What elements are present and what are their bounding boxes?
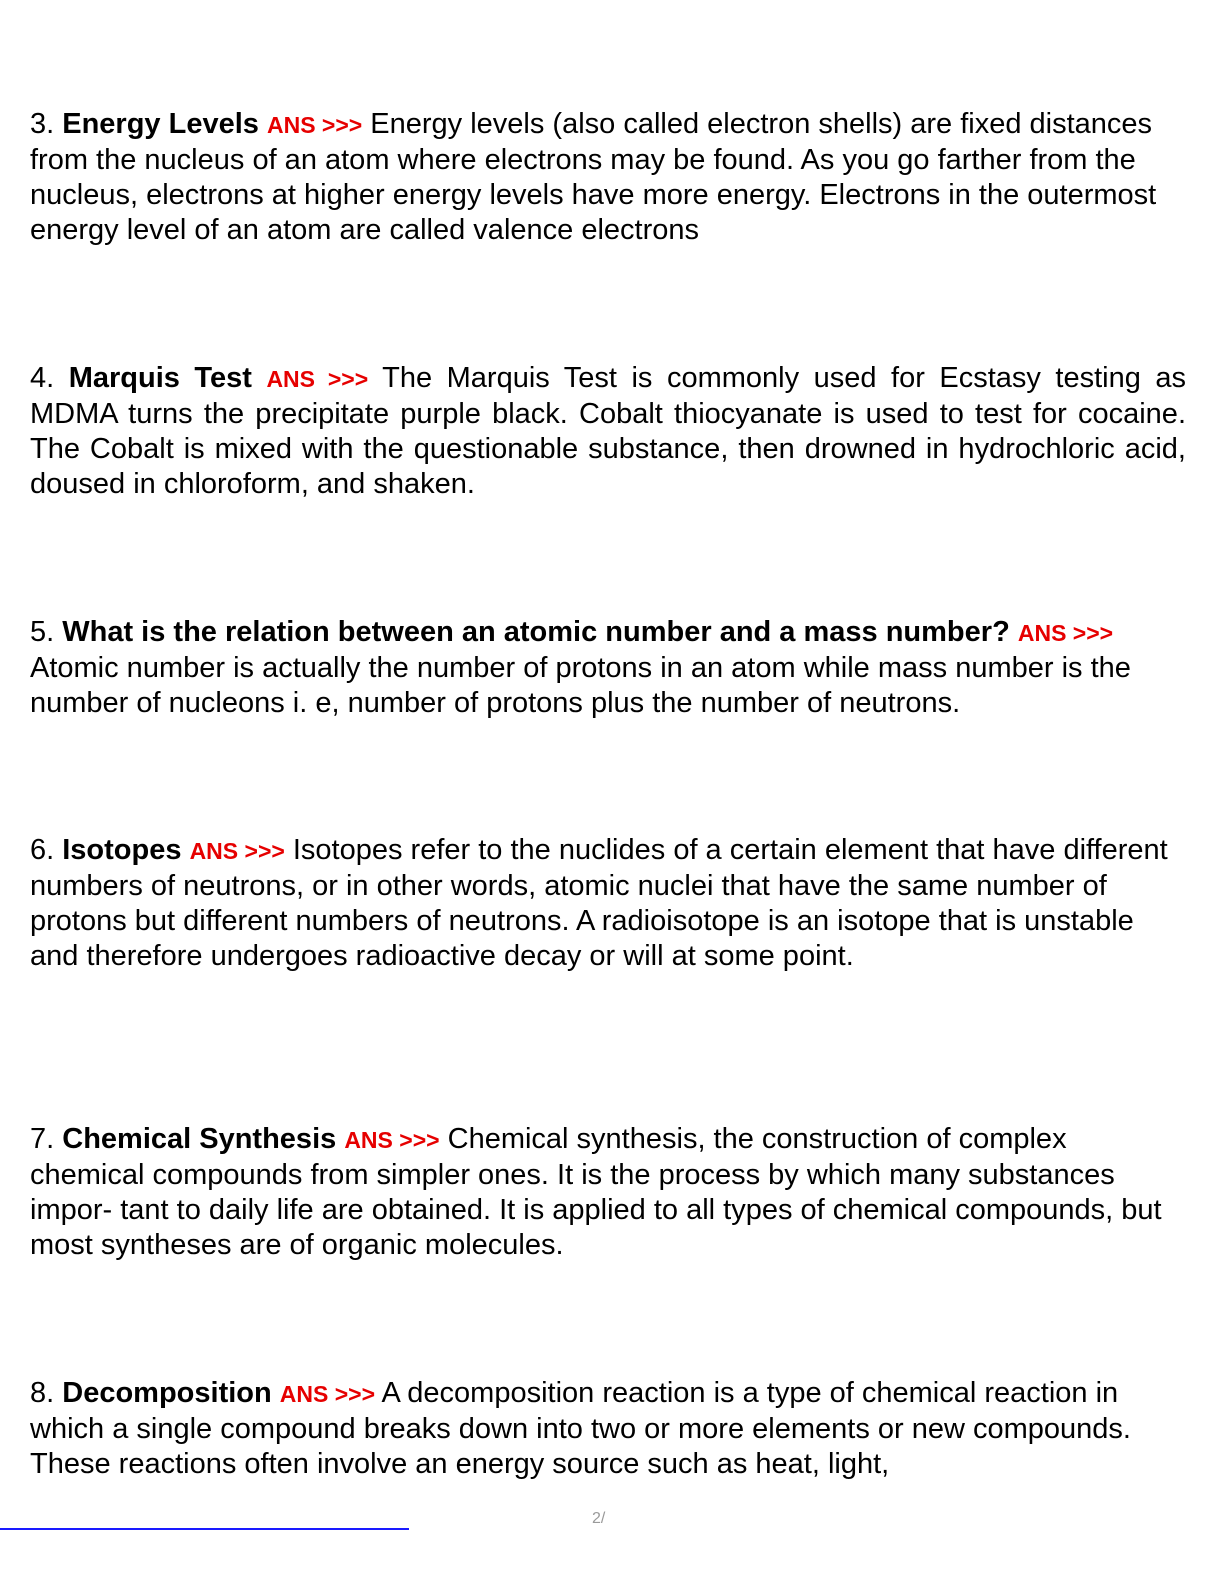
question-number: 4. <box>30 362 55 394</box>
answer-text: Isotopes refer to the nuclides of a certain element that have different numbers of neutrons, or in other words, atomic nuclei that have the same number of protons but different numbers of neutrons. A radioisotope is an isotope that is unstable and therefore undergoes radioactive decay or will at some point. <box>30 834 1168 972</box>
question-term: Isotopes <box>62 834 182 866</box>
answer-marker: ANS >>> <box>266 112 363 138</box>
question-number: 7. <box>30 1123 55 1155</box>
answer-marker: ANS >>> <box>279 1381 376 1407</box>
answer-text: Chemical synthesis, the construction of complex chemical compounds from simpler ones. It is the process by which many substances impor- tant to daily life are obtained. It is applied to all types of chemical compounds, but most syntheses are of organic molecules. <box>30 1123 1162 1261</box>
question-7 <box>30 1122 1186 1263</box>
question-term: Chemical Synthesis <box>62 1123 337 1155</box>
question-number: 6. <box>30 834 55 866</box>
question-term: Energy Levels <box>62 108 259 140</box>
question-4 <box>30 361 1186 502</box>
answer-marker: ANS >>> <box>189 838 285 864</box>
answer-marker: ANS >>> <box>266 366 369 392</box>
question-8 <box>30 1376 1186 1482</box>
answer-marker: ANS >>> <box>1017 620 1114 646</box>
question-term: Marquis Test <box>68 362 252 394</box>
question-term: Decomposition <box>62 1377 272 1409</box>
question-5 <box>30 615 1186 721</box>
question-6 <box>30 833 1186 974</box>
answer-text: A decomposition reaction is a type of chemical reaction in which a single compound breaks down into two or more elements or new compounds. These reactions often involve an energy source such as heat, light, <box>30 1377 1131 1480</box>
footer-rule <box>0 1528 409 1530</box>
question-number: 5. <box>30 616 55 648</box>
question-number: 3. <box>30 108 55 140</box>
page-number: 2/ <box>592 1510 606 1527</box>
question-3 <box>30 107 1186 248</box>
question-number: 8. <box>30 1377 55 1409</box>
question-term: What is the relation between an atomic number and a mass number? <box>62 616 1010 648</box>
answer-text: Atomic number is actually the number of protons in an atom while mass number is the number of nucleons i. e, number of protons plus the number of neutrons. <box>30 652 1131 719</box>
answer-text: The Marquis Test is commonly used for Ecstasy testing as MDMA turns the precipitate purple black. Cobalt thiocyanate is used to test for cocaine. The Cobalt is mixed with the questionable substance, then drowned in hydrochloric acid, doused in chloroform, and shaken. <box>30 362 1187 500</box>
answer-marker: ANS >>> <box>344 1127 440 1153</box>
answer-text: Energy levels (also called electron shells) are fixed distances from the nucleus of an atom where electrons may be found. As you go farther from the nucleus, electrons at higher energy levels have more energy. Electrons in the outermost energy level of an atom are called valence electrons <box>30 108 1157 246</box>
